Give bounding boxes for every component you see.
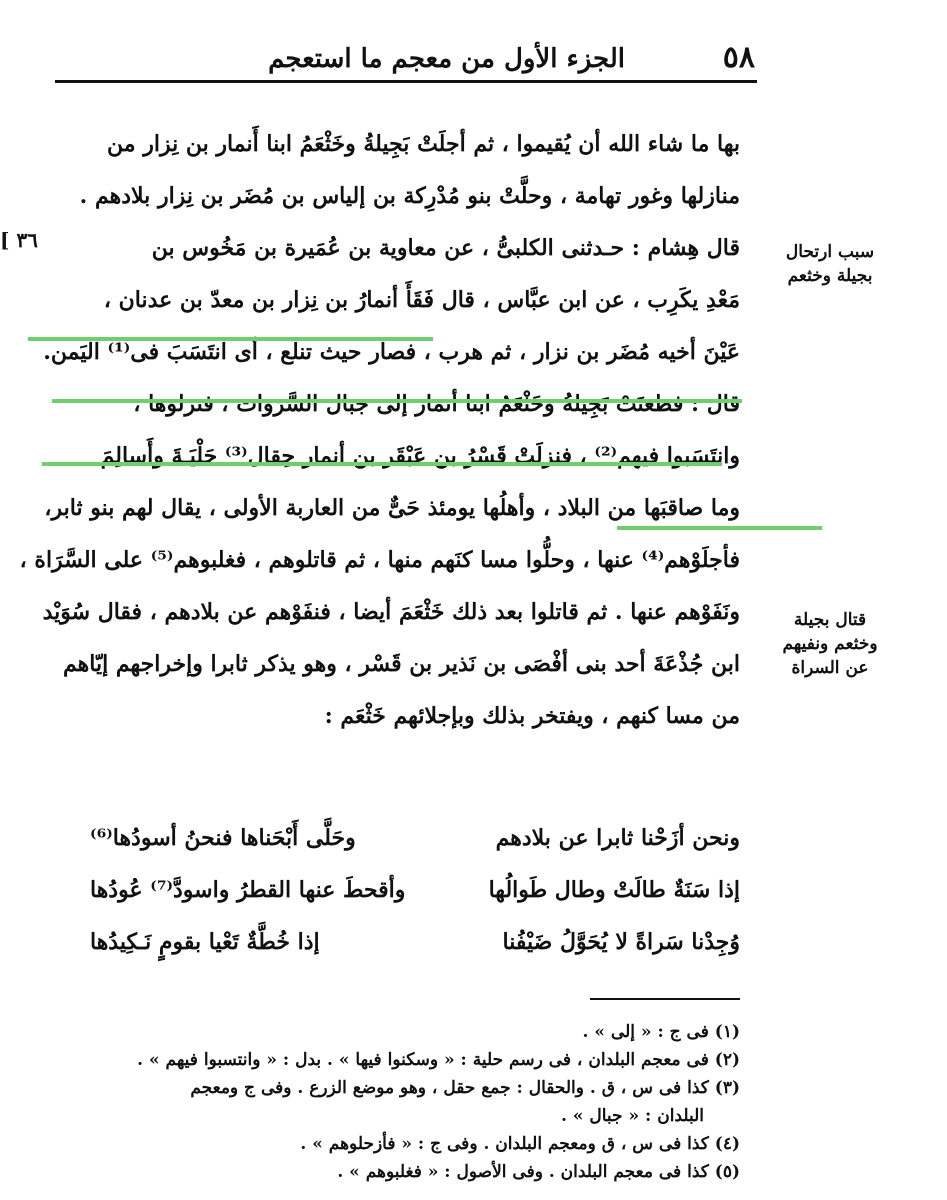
body-line-7: وانتَسَبوا فيهم⁽²⁾ ، فنزلَتْ قَسْرُ بن عَبْقَر بن أنمار حِقال⁽³⁾ حَلْيَـةَ وأَسالِمَ: [100, 443, 740, 469]
running-title: الجزء الأول من معجم ما استعجم: [268, 44, 625, 74]
page-number: ٥٨: [722, 40, 755, 75]
poem-verse: [90, 916, 740, 968]
hemistich-first: ونحن أزَحْنا ثابرا عن بلادهم: [495, 825, 740, 851]
margin-note-battle: قتال بجيلة وخثعم ونفيهم عن السراة: [782, 610, 878, 678]
header-rule: [55, 80, 757, 83]
footnote-3-continued: البلدان : « جبال » .: [561, 1106, 704, 1126]
body-line-12: من مسا كنهم ، ويفتخر بذلك وبإجلائهم خَثْعَم :: [324, 703, 740, 729]
footnotes: [60, 1018, 740, 1186]
hemistich-second: وحَلَّى أَبْحَناها فنحنُ أسودُها⁽⁶⁾: [90, 825, 356, 851]
highlight-underline-3: [42, 462, 722, 466]
body-line-8: وما صاقبَها من البلاد ، وأهلُها يومئذ حَىٌّ من العاربة الأولى ، يقال لهم بنو ثابر،: [44, 495, 740, 521]
hemistich-first: إذا سَنَةٌ طالَتْ وطال طَوالُها: [488, 877, 740, 903]
footnote-rule: [590, 998, 740, 1000]
body-line-3: قال هِشام : حـدثنى الكلبىُّ ، عن معاوية بن عُمَيرة بن مَخُوس بن: [151, 235, 740, 261]
body-line-2: منازلها وغور تهامة ، وحلَّتْ بنو مُدْرِكة بن إلياس بن مُضَر بن نِزار بلادهم .: [79, 183, 740, 209]
hemistich-second: وأقحطَ عنها القطرُ واسودَّ⁽⁷⁾ عُودُها: [90, 877, 406, 903]
poem-verse: [90, 864, 740, 916]
reference-mark: [ ٣٦: [0, 228, 38, 252]
body-line-11: ابن جُذْعَةَ أحد بنى أفْصَى بن نَذير بن قَسْر ، وهو يذكر ثابرا وإخراجهم إيّاهم: [63, 651, 740, 677]
poem: [90, 812, 740, 968]
highlight-underline-2: [52, 399, 742, 403]
body-line-1: بها ما شاء الله أن يُقيموا ، ثم أجلَتْ بَجِيلةُ وخَثْعَمُ ابنا أَنمار بن نِزار من: [107, 131, 740, 157]
footnote-2: (٢) فى معجم البلدان ، فى رسم حلية : « وسكنوا فيها » . بدل : « وانتسبوا فيهم » .: [137, 1050, 740, 1070]
highlight-underline-1: [28, 337, 433, 341]
body-line-5: عَيْنَ أخيه مُضَر بن نزار ، ثم هرب ، فصار حيث تنلع ، أى انتَسَبَ فى⁽¹⁾ اليَمن.: [43, 339, 740, 365]
footnote-4: (٤) كذا فى س ، ق ومعجم البلدان . وفى ج : « فأزحلوهم » .: [300, 1134, 740, 1154]
hemistich-first: وُجِدْنا سَراةً لا يُحَوَّلُ ضَيْفُنا: [502, 929, 740, 955]
footnote-5: (٥) كذا فى معجم البلدان . وفى الأصول : « فغلبوهم » .: [337, 1162, 740, 1182]
body-line-6: قال : فظعنَتْ بَجِيلةُ وخَثْعَمُ ابنا أنمار إلى جبال السَّرَوات ، فنزلوها ،: [133, 391, 740, 417]
page-header: [55, 36, 755, 78]
poem-verse: [90, 812, 740, 864]
highlight-underline-4: [617, 526, 822, 530]
footnote-1: (١) فى ج : « إلى » .: [582, 1022, 740, 1042]
hemistich-second: إذا خُطَّةٌ تَعْيا بقومٍ نَـكِيدُها: [90, 929, 320, 955]
margin-note-departure: سبب ارتحال بجيلة وخثعم: [785, 242, 875, 286]
body-line-10: ونَفَوْهم عنها . ثم قاتلوا بعد ذلك خَثْعَمَ أيضا ، فنفَوْهم عن بلادهم ، فقال سُوَيْد: [42, 599, 740, 625]
body-line-4: مَعْدِ يكَرِب ، عن ابن عبَّاس ، قال فَقَأَ أنمارُ بن نِزار بن معدّ بن عدنان ،: [103, 287, 740, 313]
body-line-9: فأجلَوْهم⁽⁴⁾ عنها ، وحلُّوا مسا كنَهم منها ، ثم قاتلوهم ، فغلبوهم⁽⁵⁾ على السَّرَاة ،: [19, 547, 740, 573]
footnote-3: (٣) كذا فى س ، ق . والحقال : جمع حقل ، وهو موضع الزرع . وفى ج ومعجم: [190, 1078, 740, 1098]
